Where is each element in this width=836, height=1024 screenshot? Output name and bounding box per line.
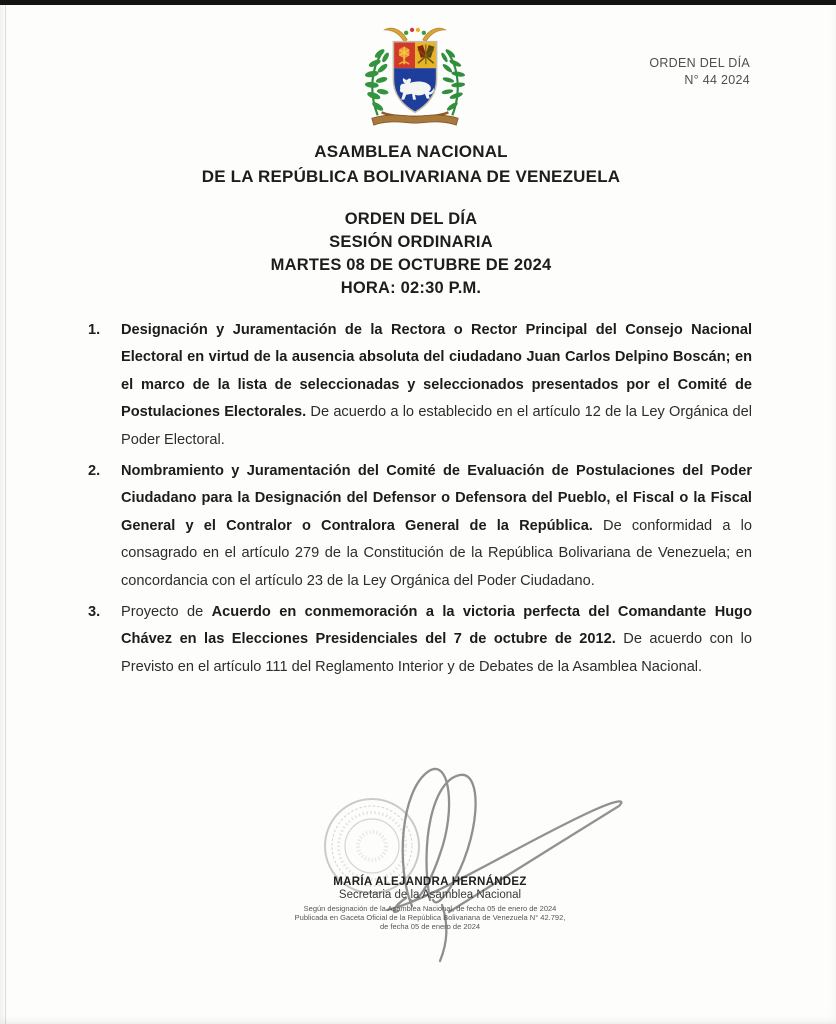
agenda-item-regular-text: De acuerdo a lo establecido en el artículo 12 de la Ley Orgánica del Poder Electoral. bbox=[121, 404, 752, 448]
signatory-note-line1: Según designación de la Asamblea Nacional, de fecha 05 de enero de 2024 bbox=[303, 904, 557, 913]
agenda-item-number: 3. bbox=[88, 604, 101, 621]
agenda-item bbox=[88, 317, 752, 454]
photo-top-edge bbox=[0, 0, 836, 5]
agenda-item-regular-text: De acuerdo con lo Previsto en el artículo 111 del Reglamento Interior y de Debates de la Asamblea Nacional. bbox=[121, 631, 752, 675]
session-time: HORA: 02:30 P.M. bbox=[340, 279, 482, 297]
org-name-line1: ASAMBLEA NACIONAL bbox=[314, 142, 508, 161]
signatory-note-line3: de fecha 05 de enero de 2024 bbox=[379, 922, 481, 931]
session-date: MARTES 08 DE OCTUBRE DE 2024 bbox=[270, 256, 552, 274]
signatory-name: MARÍA ALEJANDRA HERNÁNDEZ bbox=[333, 876, 527, 888]
handwritten-signature-icon bbox=[387, 769, 621, 961]
signatory-note-line2: Publicada en Gaceta Oficial de la República Bolivariana de Venezuela N° 42.792, bbox=[294, 913, 566, 922]
signatory-note bbox=[180, 904, 680, 931]
doc-ref-title: ORDEN DEL DÍA bbox=[649, 56, 750, 70]
agenda-item bbox=[88, 458, 752, 595]
signature-and-stamp bbox=[292, 748, 642, 970]
agenda-item-regular-text: De conformidad a lo consagrado en el artículo 279 de la Constitución de la República Bolivariana de Venezuela; en concordancia con el artículo 23 de la Ley Orgánica del Poder Ciudadano. bbox=[121, 517, 752, 589]
doc-ref bbox=[649, 55, 750, 89]
agenda-item-bold-text: Designación y Juramentación de la Rectora o Rector Principal del Consejo Nacional Electoral en virtud de la ausencia absoluta del ciudadano Juan Carlos Delpino Boscán; en el marco de la lista de seleccionadas y seleccionados presentados por el Comité de Postulaciones Electorales. bbox=[121, 322, 752, 421]
agenda-item-number: 2. bbox=[88, 463, 101, 480]
agenda-list bbox=[88, 317, 752, 685]
agenda-item-text bbox=[121, 317, 752, 454]
session-type: SESIÓN ORDINARIA bbox=[329, 233, 493, 251]
session-doc-title: ORDEN DEL DÍA bbox=[344, 210, 478, 228]
signatory-title: Secretaria de la Asamblea Nacional bbox=[338, 889, 522, 901]
agenda-item-regular-text: Proyecto de bbox=[121, 604, 212, 621]
signatory-block bbox=[180, 876, 680, 931]
agenda-item-text bbox=[121, 599, 752, 681]
agenda-item-text bbox=[121, 458, 752, 595]
title-block bbox=[0, 139, 822, 300]
session-heading bbox=[0, 208, 822, 300]
agenda-item bbox=[88, 599, 752, 681]
agenda-item-number: 1. bbox=[88, 322, 101, 338]
agenda-item-bold-text: Acuerdo en conmemoración a la victoria perfecta del Comandante Hugo Chávez en las Elecciones Presidenciales del 7 de octubre de 2012. bbox=[121, 604, 752, 648]
org-name-line2: DE LA REPÚBLICA BOLIVARIANA DE VENEZUELA bbox=[201, 167, 621, 186]
venezuela-coat-of-arms-icon bbox=[356, 24, 474, 132]
agenda-item-bold-text: Nombramiento y Juramentación del Comité de Evaluación de Postulaciones del Poder Ciudadano para la Designación del Defensor o Defensora del Pueblo, el Fiscal o la Fiscal General y el Contralor o Contralora General de la República. bbox=[121, 463, 752, 534]
doc-ref-number: N° 44 2024 bbox=[684, 73, 750, 87]
org-name bbox=[0, 139, 822, 189]
